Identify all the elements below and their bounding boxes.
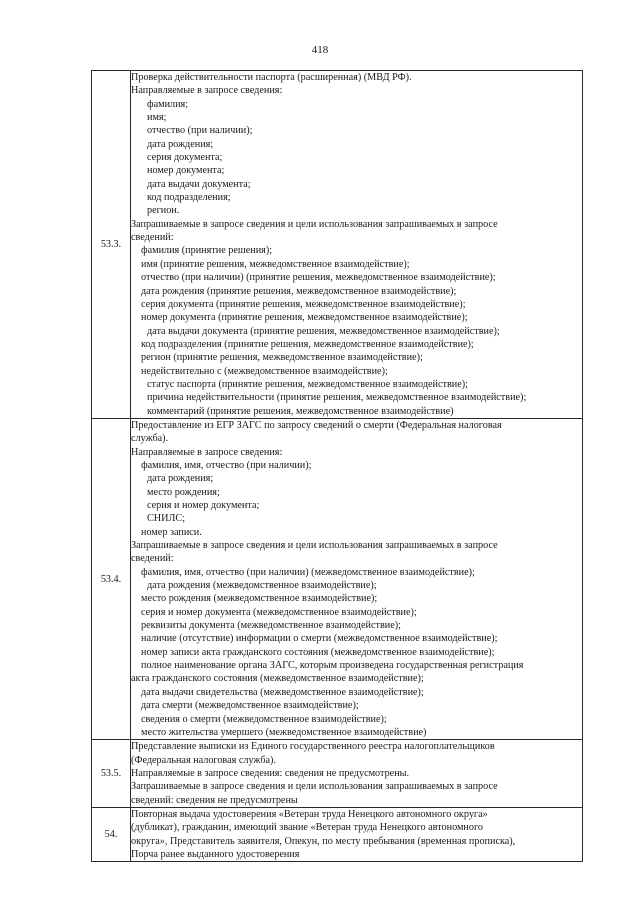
content-line: служба). [131,433,169,445]
content-line: серия документа (принятие решения, межведомственное взаимодействие); [141,298,466,310]
content-line: Порча ранее выданного удостоверения [131,848,300,860]
content-line: дата рождения (принятие решения, межведомственное взаимодействие); [141,285,457,297]
row-number: 53.4. [92,418,131,739]
content-line: место жительства умершего (межведомственное взаимодействие) [141,726,427,738]
page-number: 418 [311,44,329,56]
content-line: отчество (при наличии) (принятие решения, межведомственное взаимодействие); [141,272,496,284]
content-line: Направляемые в запросе сведения: [131,85,283,97]
content-line: причина недействительности (принятие решения, межведомственное взаимодействие); [147,392,527,404]
content-line: место рождения; [147,486,220,498]
content-line: дата рождения (межведомственное взаимодействие); [147,580,377,592]
table-body [92,71,583,862]
content-line: (Федеральная налоговая служба). [131,754,276,766]
content-line: дата смерти (межведомственное взаимодействие); [141,700,359,712]
table-row [92,807,583,861]
row-content [131,71,583,419]
content-line: имя (принятие решения, межведомственное взаимодействие); [141,258,410,270]
content-line: номер документа; [147,165,225,177]
content-line: Запрашиваемые в запросе сведения и цели использования запрашиваемых в запросе [131,218,498,230]
content-line: код подразделения (принятие решения, межведомственное взаимодействие); [141,338,474,350]
content-line: округа», Представитель заявителя, Опекун, по месту пребывания (временная прописка), [131,835,516,847]
content-line: код подразделения; [147,192,231,204]
content-line: реквизиты документа (межведомственное взаимодействие); [141,620,401,632]
table-row [92,740,583,808]
content-line: отчество (при наличии); [147,125,253,137]
content-line: Направляемые в запросе сведения: [131,446,283,458]
content-line: номер записи. [141,526,202,538]
content-line: Повторная выдача удостоверения «Ветеран труда Ненецкого автономного округа» [131,808,488,820]
content-line: серия документа; [147,152,223,164]
content-line: акта гражданского состояния (межведомственное взаимодействие); [131,673,424,685]
content-line: Запрашиваемые в запросе сведения и цели использования запрашиваемых в запросе [131,781,498,793]
content-line: фамилия; [147,98,189,110]
content-line: сведений: [131,232,174,244]
content-line: фамилия, имя, отчество (при наличии) (межведомственное взаимодействие); [141,566,475,578]
content-line: место рождения (межведомственное взаимодействие); [141,593,378,605]
content-line: наличие (отсутствие) информации о смерти (межведомственное взаимодействие); [141,633,498,645]
content-line: дата выдачи документа; [147,178,251,190]
content-line: сведения о смерти (межведомственное взаимодействие); [141,713,387,725]
content-line: сведений: [131,553,174,565]
content-line: Предоставление из ЕГР ЗАГС по запросу сведений о смерти (Федеральная налоговая [131,419,502,431]
content-line: СНИЛС; [147,513,186,525]
content-line: имя; [147,112,167,124]
content-line: регион (принятие решения, межведомственное взаимодействие); [141,352,423,364]
content-line: дата выдачи свидетельства (межведомственное взаимодействие); [141,686,424,698]
content-line: статус паспорта (принятие решения, межведомственное взаимодействие); [147,378,468,390]
table-row [92,418,583,739]
content-line: Направляемые в запросе сведения: сведения не предусмотрены. [131,767,410,779]
row-number: 54. [92,807,131,861]
row-content [131,418,583,739]
content-line: полное наименование органа ЗАГС, которым произведена государственная регистрация [141,660,524,672]
content-line: недействительно с (межведомственное взаимодействие); [141,365,388,377]
services-table [91,70,583,862]
content-line: дата рождения; [147,138,214,150]
content-line: фамилия (принятие решения); [141,245,273,257]
content-line: регион. [147,205,180,217]
content-line: сведений: сведения не предусмотрены [131,794,298,806]
row-content [131,740,583,808]
content-line: серия и номер документа; [147,500,260,511]
content-line: Проверка действительности паспорта (расширенная) (МВД РФ). [131,72,412,83]
content-line: серия и номер документа (межведомственное взаимодействие); [141,606,417,618]
row-number: 53.3. [92,71,131,419]
content-line: Представление выписки из Единого государственного реестра налогоплательщиков [131,741,495,753]
content-line: (дубликат), гражданин, имеющий звание «Ветеран труда Ненецкого автономного [131,822,483,834]
content-line: комментарий (принятие решения, межведомственное взаимодействие) [147,405,454,417]
content-line: номер записи акта гражданского состояния (межведомственное взаимодействие); [141,646,495,658]
content-line: фамилия, имя, отчество (при наличии); [141,459,312,471]
table-row [92,71,583,419]
content-line: дата рождения; [147,473,214,485]
content-line: дата выдачи документа (принятие решения, межведомственное взаимодействие); [147,325,500,337]
content-line: Запрашиваемые в запросе сведения и цели использования запрашиваемых в запросе [131,540,498,552]
row-number: 53.5. [92,740,131,808]
content-line: номер документа (принятие решения, межведомственное взаимодействие); [141,312,468,324]
row-content [131,807,583,861]
